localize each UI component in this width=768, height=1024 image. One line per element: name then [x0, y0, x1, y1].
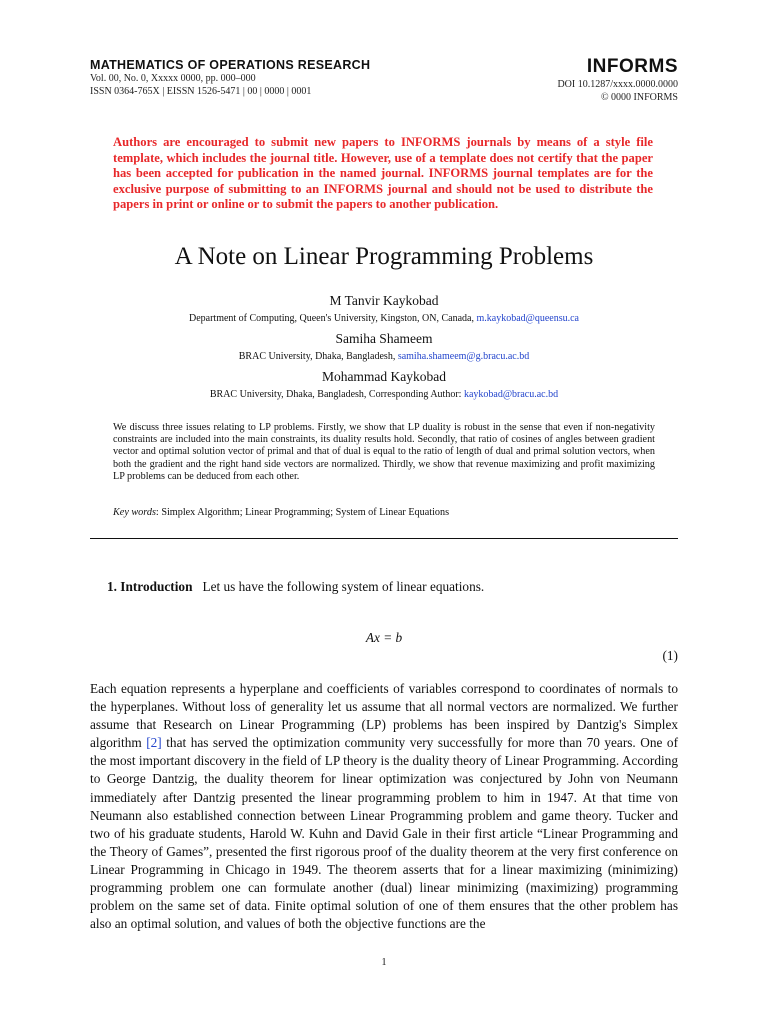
issn-line: ISSN 0364-765X | EISSN 1526-5471 | 00 | 0000 | 0001 [90, 86, 312, 97]
abstract: We discuss three issues relating to LP problems. Firstly, we show that LP duality is robust in the sense that even if non-negativity constraints are included into the main constraints, its duality results hold. Secondly, that ratio of cosines of angles between gradient vector and optimal solution vector of primal and that of dual is equal to the ratio of length of dual and primal solution vectors, when both the gradient and the right hand side vectors are normalized. Thirdly, we show that revenue maximizing and profit maximizing LP problems can be deduced from each other. [113, 422, 655, 482]
author-email-link[interactable]: m.kaykobad@queensu.ca [476, 313, 579, 324]
paper-title: A Note on Linear Programming Problems [174, 243, 594, 270]
page-number: 1 [381, 957, 387, 968]
copyright-line: © 0000 INFORMS [600, 92, 678, 103]
body-text-part: Each equation represents a hyperplane and coefficients of variables correspond to coordinates of normals to the hyperplanes. Without loss of generality let us assume that all normal vectors are normalized. We further assume that Research on Linear Programming (LP) problems has been inspired by Dantzig's Simplex algorithm [90, 681, 678, 751]
affiliation-text: Department of Computing, Queen's University, Kingston, ON, Canada, [188, 313, 477, 324]
journal-header [90, 58, 370, 98]
author-name: Samiha Shameem [335, 331, 433, 346]
author-name: Mohammad Kaykobad [321, 369, 447, 384]
section-divider [90, 538, 678, 539]
keywords-text: Simplex Algorithm; Linear Programming; System of Linear Equations [161, 507, 450, 518]
publisher-header [557, 56, 678, 104]
volume-line: Vol. 00, No. 0, Xxxxx 0000, pp. 000–000 [90, 73, 256, 84]
author-email-link[interactable]: samiha.shameem@g.bracu.ac.bd [397, 351, 530, 362]
template-notice: Authors are encouraged to submit new papers to INFORMS journals by means of a style file template, which includes the journal title. However, use of a template does not certify that the paper has been accepted for publication in the named journal. INFORMS journal templates are for the exclusive purpose of submitting to an INFORMS journal and should not be used to distribute the papers in print or online or to submit the papers to another publication. [113, 135, 653, 212]
publisher-logo: INFORMS [586, 56, 678, 77]
equation: Ax = b [365, 630, 403, 645]
citation-link[interactable]: [2] [146, 735, 162, 751]
author-email-link[interactable]: kaykobad@bracu.ac.bd [463, 389, 559, 400]
keywords-label: Key words [113, 507, 156, 518]
intro-line [107, 579, 484, 595]
author-name: M Tanvir Kaykobad [329, 293, 439, 308]
equation-number: (1) [662, 648, 678, 663]
affiliation-text: BRAC University, Dhaka, Bangladesh, [238, 351, 398, 362]
author-affiliation [0, 389, 768, 400]
affiliation-text: BRAC University, Dhaka, Bangladesh, Corresponding Author: [209, 389, 464, 400]
journal-name: MATHEMATICS OF OPERATIONS RESEARCH [90, 58, 371, 72]
body-text-part: that has served the optimization community very successfully for more than 70 years. One of the most important discovery in the field of LP theory is the duality theory of Linear Programming. According to George Dantzig, the duality theorem for linear optimization was conjectured by John von Neumann immediately after Dantzig presented the linear programming problem to him in 1947. At that time von Neumann also established connection between Linear Programming problem and game theory. Tucker and two of his graduate students, Harold W. Kuhn and David Gale in their first article “Linear Programming and the Theory of Games”, presented the first rigorous proof of the duality theorem at the very first conference on Linear Programming in Chicago in 1949. The theorem asserts that for a linear maximizing (minimizing) programming problem one can formulate another (dual) linear minimizing (maximizing) programming problem on the same set of data. Finite optimal solution of one of them ensures that the other problem has also an optimal solution, and values of both the objective functions are the [90, 735, 678, 932]
section-lead: Let us have the following system of linear equations. [202, 579, 485, 594]
doi-line: DOI 10.1287/xxxx.0000.0000 [557, 79, 678, 90]
author-affiliation [0, 313, 768, 324]
body-paragraph [90, 680, 678, 933]
author-affiliation [0, 351, 768, 362]
section-heading: 1. Introduction [107, 579, 193, 594]
keywords: Key words: Simplex Algorithm; Linear Programming; System of Linear Equations [113, 507, 450, 518]
